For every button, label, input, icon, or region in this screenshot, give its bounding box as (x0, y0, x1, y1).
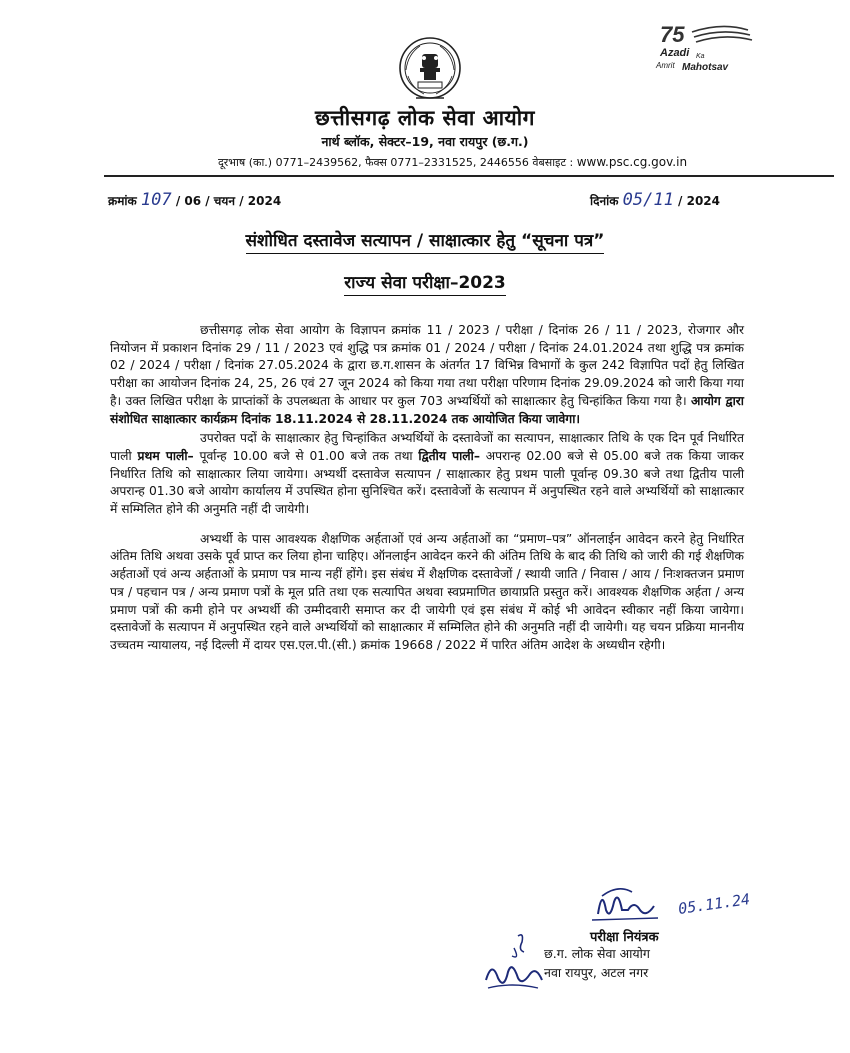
controller-signature (588, 880, 668, 926)
signer-place: नवा रायपुर, अटल नगर (544, 965, 649, 980)
paragraph-2-text-b: पूर्वान्ह 10.00 बजे से 01.00 बजे तक तथा (199, 448, 413, 463)
paragraph-1 (110, 322, 744, 428)
date-suffix: / 2024 (678, 194, 720, 208)
org-address: नार्थ ब्लॉक, सेक्टर–19, नवा रायपुर (छ.ग.) (321, 134, 529, 149)
org-title: छत्तीसगढ़ लोक सेवा आयोग (315, 106, 535, 130)
website-link[interactable]: www.psc.cg.gov.in (576, 155, 688, 169)
reference-handwritten-number: 107 (140, 190, 172, 210)
reference-number (108, 190, 281, 210)
svg-text:Mahotsav: Mahotsav (682, 62, 729, 73)
paragraph-2 (110, 430, 744, 519)
svg-text:Azadi: Azadi (660, 47, 690, 59)
date-handwritten: 05/11 (622, 190, 674, 210)
paragraph-2-text-c: अपरान्ह 02.00 बजे से 05.00 बजे तक किया जाकर निर्धारित तिथि को साक्षात्कार लिया जायेगा। अभ्यर्थी दस्तावेज सत्यापन / साक्षात्कार हेतु प्रथम पाली पूर्वान्ह 09.30 बजे तथा द्वितीय पाली अपरान्ह 01.30 बजे आयोग कार्यालय में उपस्थित होना सुनिश्चित करें। दस्तावेजों के सत्यापन में अनुपस्थित रहने वाले अभ्यर्थियों को साक्षात्कार में सम्मिलित होने की अनुमति नहीं दी जायेगी। (110, 448, 744, 517)
signature-date: 05.11.24 (677, 890, 752, 918)
date-label: दिनांक (590, 194, 619, 208)
svg-text:Amrit: Amrit (656, 61, 675, 70)
reference-suffix: / 06 / चयन / 2024 (175, 194, 282, 208)
initials-signature (478, 930, 558, 996)
exam-title-text: राज्य सेवा परीक्षा–2023 (344, 273, 506, 296)
paragraph-2-text-a: उपरोक्त पदों के साक्षात्कार हेतु चिन्हांकित अभ्यर्थियों के दस्तावेजों का सत्यापन, साक्षात्कार तिथि के एक दिन पूर्व निर्धारित पाली (110, 431, 744, 463)
notice-body (110, 322, 744, 655)
signer-title: परीक्षा नियंत्रक (590, 930, 659, 945)
paragraph-3-text: अभ्यर्थी के पास आवश्यक शैक्षणिक अर्हताओं एवं अन्य अर्हताओं का “प्रमाण–पत्र” ऑनलाईन आवेदन करने हेतु निर्धारित अंतिम तिथि अथवा उसके पूर्व प्राप्त कर लिया होना चाहिए। ऑनलाईन आवेदन करने की अंतिम तिथि के बाद की तिथि को जारी की गई शैक्षणिक अर्हताओं एवं अन्य अर्हताओं के प्रमाण पत्र मान्य नहीं होंगे। इस संबंध में शैक्षणिक दस्तावेजों / स्थायी जाति / निवास / आय / निःशक्तजन प्रमाण पत्र / पहचान पत्र / अन्य प्रमाण पत्रों के मूल प्रति तथा एक सत्यापित अथवा स्वप्रमाणित छायाप्रति प्रस्तुत करें। आवश्यक शैक्षणिक अर्हता / अन्य प्रमाण पत्रों की कमी होने पर अभ्यर्थी की उम्मीदवारी समाप्त कर दी जायेगी एवं इस संबंध में कोई भी आवेदन स्वीकार नहीं किया जायेगा। दस्तावेजों के सत्यापन में अनुपस्थित रहने वाले अभ्यर्थियों को साक्षात्कार में सम्मिलित होने की अनुमति नहीं दी जायेगी। यह चयन प्रक्रिया माननीय उच्चतम न्यायालय, नई दिल्ली में दायर एस.एल.पी.(सी.) क्रमांक 19668 / 2022 में पारित अंतिम आदेश के अध्यधीन रहेगी। (110, 531, 744, 652)
paragraph-3 (110, 531, 744, 655)
paragraph-1-text: छत्तीसगढ़ लोक सेवा आयोग के विज्ञापन क्रमांक 11 / 2023 / परीक्षा / दिनांक 26 / 11 / 2023, रोजगार और नियोजन में प्रकाशन दिनांक 29 / 11 / 2023 एवं शुद्धि पत्र क्रमांक 01 / 2024 / परीक्षा / दिनांक 24.01.2024 तथा शुद्धि पत्र क्रमांक 02 / 2024 / परीक्षा / दिनांक 27.05.2024 के द्वारा छ.ग.शासन के अंतर्गत 17 विभिन्न विभागों के कुल 242 विज्ञापित पदों हेतु लिखित परीक्षा का आयोजन दिनांक 24, 25, 26 एवं 27 जून 2024 को किया गया तथा परीक्षा परिणाम दिनांक 29.09.2024 को जारी किया गया है। उक्त लिखित परीक्षा के प्राप्तांकों के उपलब्धता के आधार पर कुल 703 अभ्यर्थियों को साक्षात्कार हेतु चिन्हांकित किया गया है। (110, 323, 744, 408)
state-emblem-icon (398, 36, 462, 104)
header-divider (104, 175, 834, 177)
paragraph-1-bold: आयोग द्वारा संशोधित साक्षात्कार कार्यक्रम दिनांक 18.11.2024 से 28.11.2024 तक आयोजित किया जावेगा। (110, 393, 744, 426)
reference-prefix: क्रमांक (108, 194, 137, 208)
org-contact (0, 155, 850, 170)
svg-text:75: 75 (660, 22, 685, 47)
exam-title (0, 270, 850, 293)
first-shift-label: प्रथम पाली– (137, 448, 194, 463)
contact-numbers: दूरभाष (का.) 0771–2439562, फैक्स 0771–2331525, 2446556 वेबसाइट : (217, 156, 574, 169)
azadi-ka-amrit-mahotsav-logo (652, 22, 782, 74)
svg-text:Ka: Ka (696, 53, 705, 60)
reference-date (590, 190, 720, 210)
signer-organization: छ.ग. लोक सेवा आयोग (544, 946, 650, 961)
second-shift-label: द्वितीय पाली– (418, 448, 480, 463)
notice-subject (0, 228, 850, 251)
subject-text: संशोधित दस्तावेज सत्यापन / साक्षात्कार हेतु “सूचना पत्र” (246, 231, 605, 254)
